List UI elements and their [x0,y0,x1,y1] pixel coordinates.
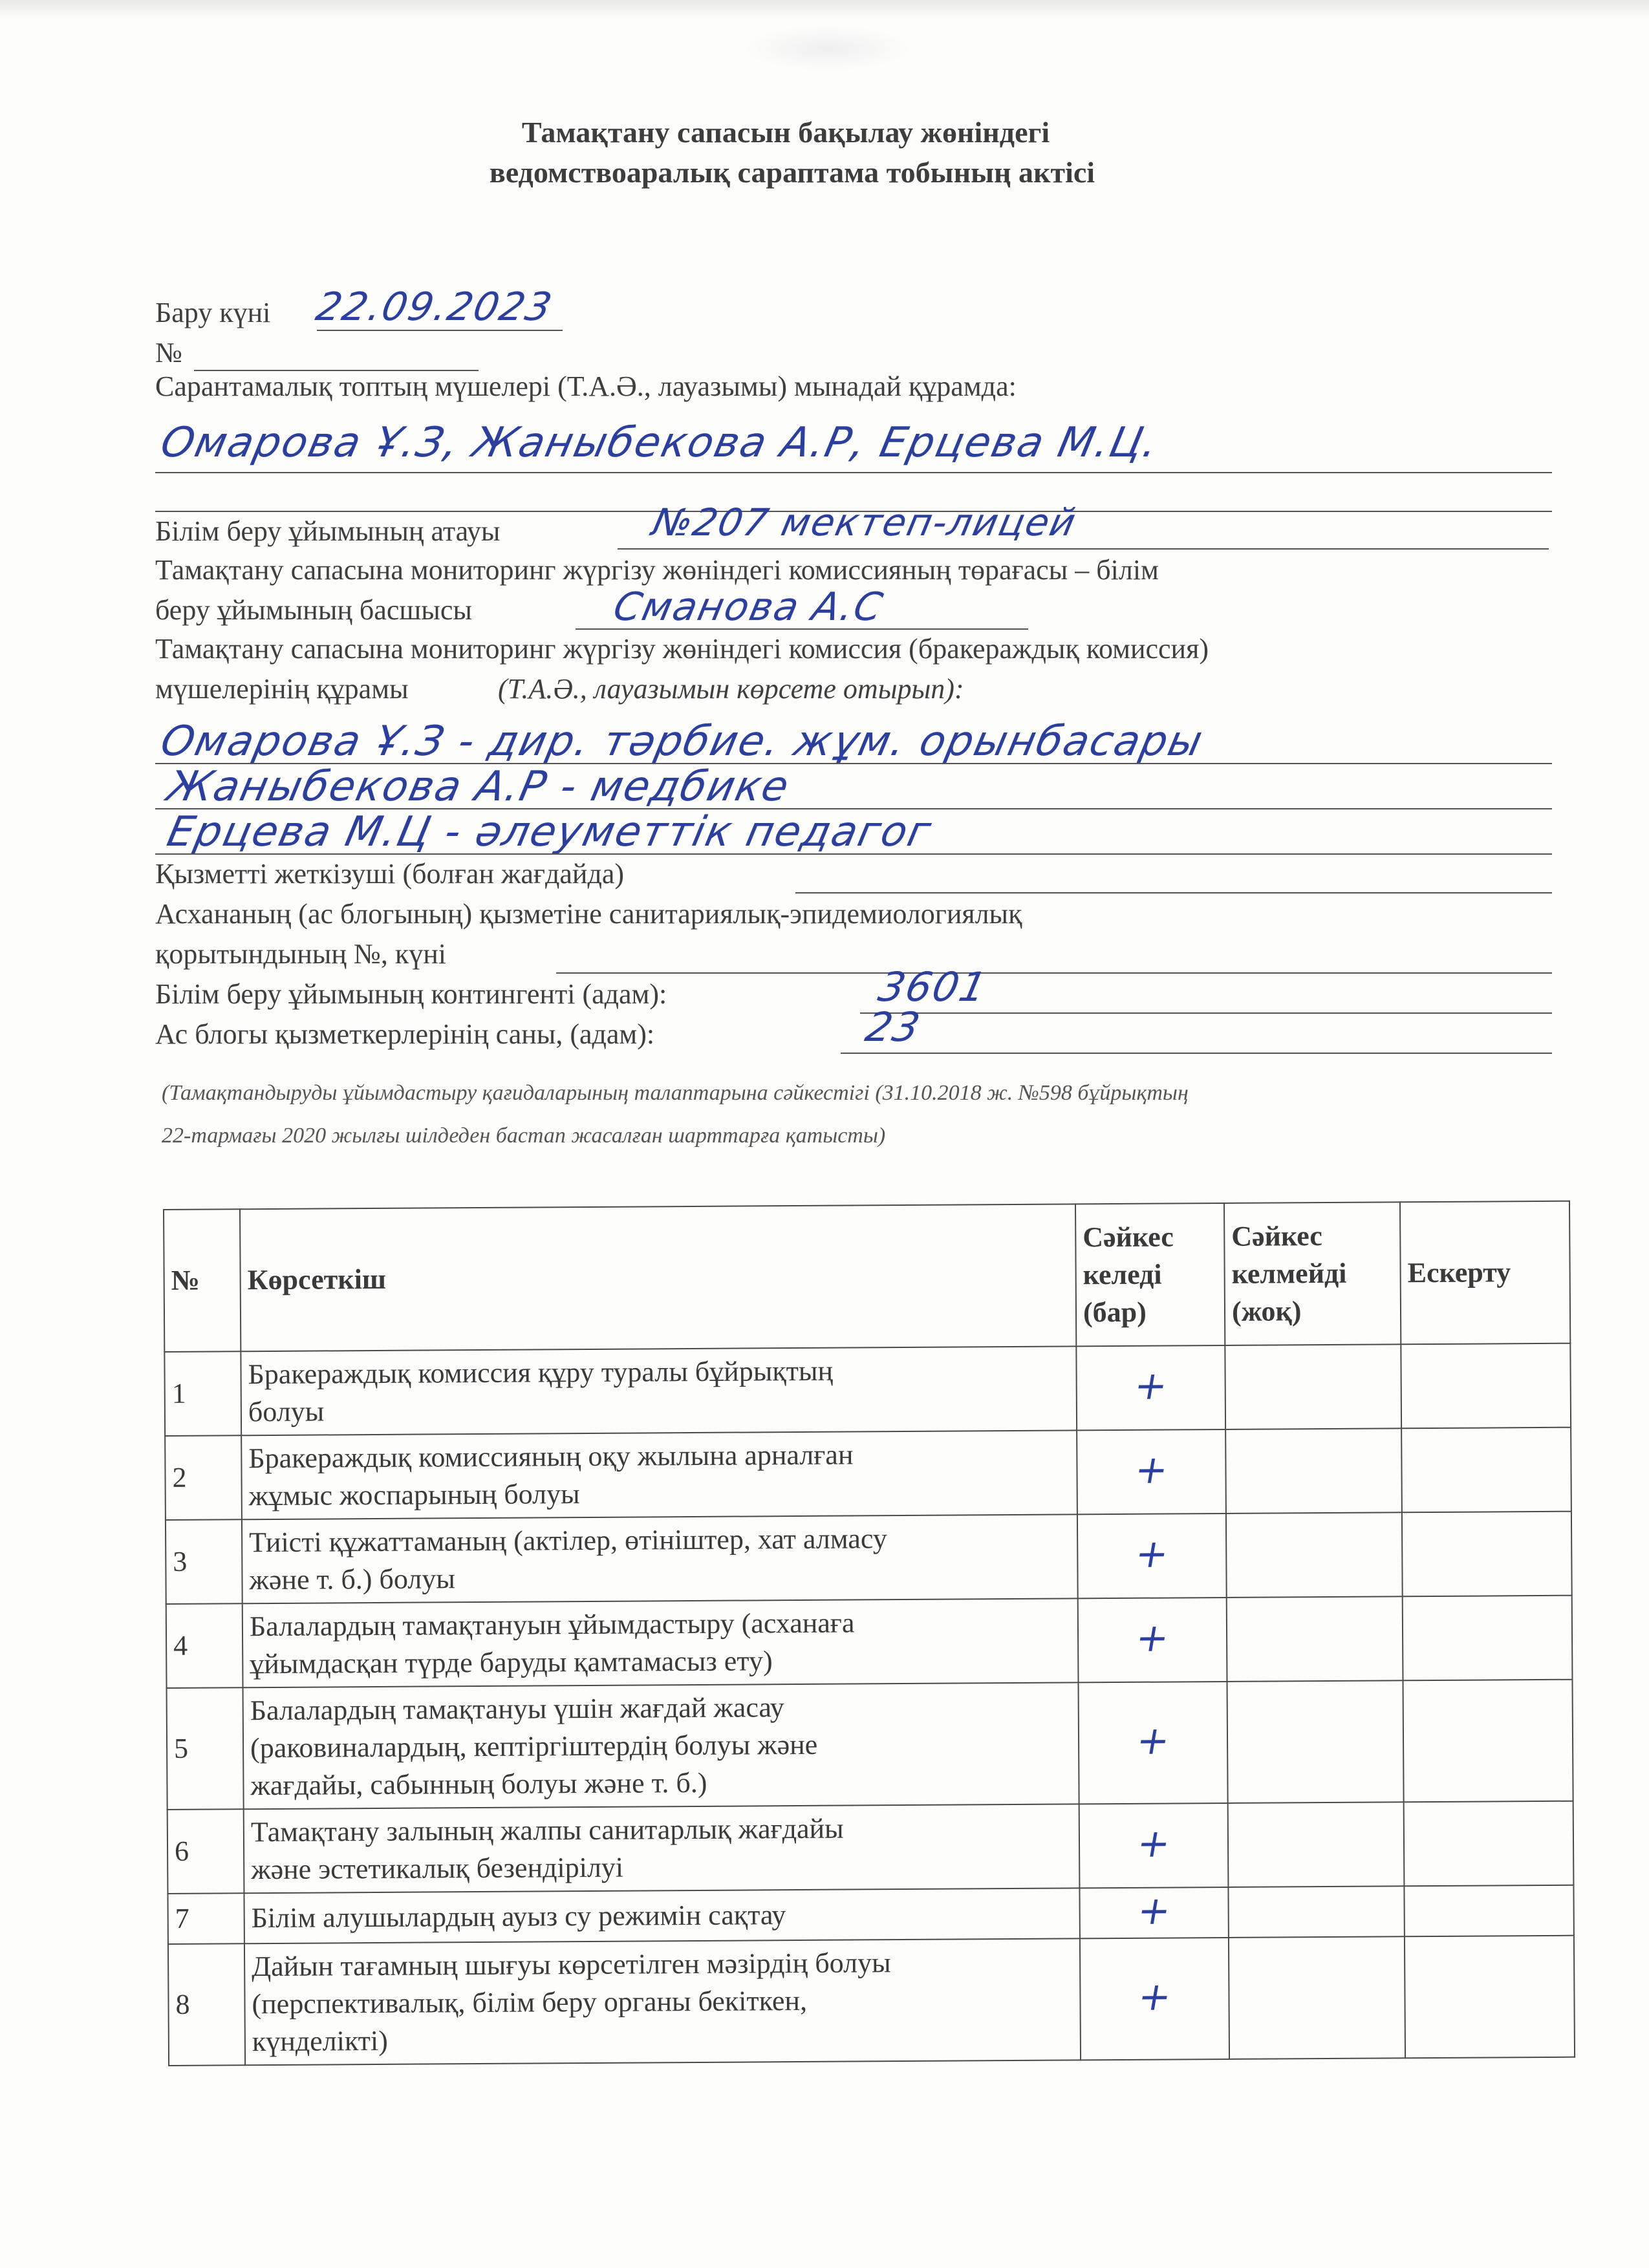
header-indicator: Көрсеткіш [240,1204,1076,1351]
check-mark: + [1132,1615,1173,1661]
row-remark-cell [1404,1801,1574,1887]
row-match-cell [1077,1514,1227,1598]
row-indicator-line: күнделікті) [252,2024,388,2058]
row-indicator-line: Балалардың тамақтануы үшін жағдай жасау [250,1691,784,1727]
row-no-match-cell [1225,1344,1401,1429]
sanitary-label-1: Асхананың (ас блогының) қызметіне санитариялық-эпидемиологиялық [155,898,1022,930]
header-no-match-line-1: Сәйкес [1231,1220,1322,1252]
row-indicator-line: Тамақтану залының жалпы санитарлық жағдайы [250,1812,844,1848]
note-line-1: (Тамақтандыруды ұйымдастыру қағидаларының талаптарына сәйкестігі (31.10.2018 ж. №598 бұйрықтың [162,1081,1189,1105]
sanitary-label-2: қорытындының №, күні [155,938,447,970]
row-number: 7 [167,1893,244,1944]
commission-member-2: Жаныбекова А.Р - медбике [163,763,794,811]
row-indicator-line: болуы [248,1395,325,1428]
doc-title-line-2: ведомствоаралық сараптама тобының актісі [489,156,1095,189]
row-number: 6 [167,1809,244,1894]
scan-edge [0,0,1649,19]
row-indicator [244,1804,1080,1893]
supplier-rule [795,892,1552,893]
table-row [167,1801,1574,1894]
commission-rule-3 [155,853,1552,855]
table-row [164,1343,1571,1436]
check-mark: + [1134,1974,1175,2020]
row-no-match-cell [1225,1428,1402,1514]
row-match-cell [1079,1803,1229,1888]
row-remark-cell [1402,1512,1572,1597]
row-number: 5 [167,1687,244,1810]
row-indicator [242,1598,1079,1687]
sanitary-rule [556,972,1552,974]
row-no-match-cell [1228,1802,1405,1887]
header-match-line-2: келеді [1083,1258,1162,1291]
org-name-rule [618,548,1549,550]
commission-label-1: Тамақтану сапасына мониторинг жүргізу жөніндегі комиссия (бракераждық комиссия) [155,633,1209,665]
row-indicator-line: және т. б.) болуы [249,1563,455,1596]
supplier-label: Қызметті жеткізуші (болған жағдайда) [155,858,625,890]
table-row [166,1596,1573,1688]
commission-label-2b: (Т.А.Ә., лауазымын көрсете отырып): [498,673,964,705]
row-no-match-cell [1228,1886,1404,1938]
row-remark-cell [1403,1596,1573,1681]
row-no-match-cell [1226,1512,1403,1598]
row-remark-cell [1403,1680,1573,1803]
row-indicator [243,1682,1079,1809]
org-name-value: №207 мектеп-лицей [648,500,1081,544]
row-indicator-line: ұйымдасқан түрде баруды қамтамасыз ету) [250,1645,773,1680]
visit-date-label: Бару күні [155,297,271,328]
chair-rule [576,628,1028,630]
check-mark: + [1131,1447,1172,1493]
row-remark-cell [1405,1936,1575,2059]
table-row [166,1512,1572,1604]
header-match-line-3: (бар) [1083,1296,1147,1329]
row-match-cell [1077,1429,1226,1514]
row-indicator-line: Бракераждық комиссияның оқу жылына арналған [248,1439,854,1475]
row-indicator [241,1346,1077,1435]
row-number: 2 [165,1435,242,1520]
row-number: 1 [164,1351,241,1436]
row-indicator-line: Тиісті құжаттаманың (актілер, өтініштер, хат алмасу [249,1523,887,1559]
row-indicator-line: Дайын тағамның шығуы көрсетілген мәзірдің болуы [252,1947,891,1983]
table-row [168,1936,1575,2066]
row-indicator-line: Білім алушылардың ауыз су режимін сақтау [251,1899,786,1934]
check-mark: + [1132,1531,1172,1577]
staff-value: 23 [861,1003,925,1051]
header-match-line-1: Сәйкес [1083,1221,1174,1254]
row-match-cell [1080,1938,1229,2060]
row-match-cell [1078,1598,1227,1682]
faded-stamp [744,26,912,71]
visit-date-rule [317,330,563,331]
row-remark-cell [1401,1428,1571,1513]
members-rule-1 [155,472,1552,473]
header-no-match-line-2: келмейді [1231,1257,1347,1290]
check-mark: + [1132,1718,1174,1764]
staff-label: Ас блогы қызметкерлерінің саны, (адам): [155,1018,655,1050]
row-indicator [242,1514,1078,1603]
check-mark: + [1130,1363,1171,1409]
check-mark: + [1134,1888,1174,1934]
table-row [167,1680,1573,1810]
row-no-match-cell [1227,1596,1403,1682]
chair-label-1: Тамақтану сапасына мониторинг жүргізу жөніндегі комиссияның төрағасы – білім [155,554,1159,586]
row-number: 4 [166,1603,243,1688]
commission-label-2a: мүшелерінің құрамы [155,673,409,705]
row-indicator [244,1938,1081,2065]
row-remark-cell [1404,1885,1573,1937]
header-no-match-line-3: (жоқ) [1231,1295,1302,1327]
commission-member-3: Ерцева М.Ц - әлеуметтік педагог [163,808,936,856]
chair-value: Сманова А.С [609,584,888,630]
row-indicator [241,1430,1077,1519]
header-match [1075,1203,1225,1346]
header-remark: Ескерту [1400,1201,1570,1345]
check-mark: + [1133,1821,1174,1867]
contingent-label: Білім беру ұйымының контингенті (адам): [155,978,667,1010]
row-indicator-line: (раковиналардың, кептіргіштердің болуы және [250,1728,818,1764]
staff-rule [841,1053,1552,1054]
row-number: 3 [166,1519,242,1604]
org-name-label: Білім беру ұйымының атауы [155,515,501,547]
doc-title-line-1: Тамақтану сапасын бақылау жөніндегі [521,116,1050,149]
number-label: № [155,337,182,369]
row-match-cell [1079,1682,1228,1804]
table-row [167,1885,1573,1944]
row-number: 8 [168,1943,245,2066]
contingent-value: 3601 [874,963,992,1011]
header-no: № [164,1209,241,1352]
contingent-rule [860,1012,1552,1014]
row-indicator [244,1888,1079,1943]
members-value: Омарова Ұ.З, Жаныбекова А.Р, Ерцева М.Ц. [156,419,1163,467]
table-row [165,1428,1571,1520]
row-match-cell [1079,1887,1228,1938]
row-indicator-line: жұмыс жоспарының болуы [248,1478,580,1512]
row-indicator-line: Бракераждық комиссия құру туралы бұйрықтың [248,1354,834,1391]
row-no-match-cell [1229,1936,1405,2059]
row-indicator-line: Балалардың тамақтануын ұйымдастыру (асханаға [249,1607,855,1643]
table-header-row [164,1201,1570,1352]
row-indicator-line: (перспективалық, білім беру органы бекіткен, [252,1984,808,2020]
row-match-cell [1076,1345,1225,1430]
commission-member-1: Омарова Ұ.З - дир. тәрбие. жұм. орынбасары [156,718,1208,765]
visit-date-value: 22.09.2023 [312,284,557,330]
row-indicator-line: жағдайы, сабынның болуы және т. б.) [250,1766,707,1802]
header-no-match [1224,1202,1401,1345]
row-remark-cell [1401,1343,1571,1429]
row-indicator-line: және эстетикалық безендірілуі [251,1851,624,1886]
chair-label-2: беру ұйымының басшысы [155,594,472,626]
note-line-2: 22-тармағы 2020 жылғы шілдеден бастап жасалған шарттарға қатысты) [162,1124,886,1148]
indicators-table [163,1201,1575,2066]
members-label: Сарантамалық топтың мүшелері (Т.А.Ә., лауазымы) мынадай құрамда: [155,370,1017,402]
row-no-match-cell [1227,1680,1403,1803]
